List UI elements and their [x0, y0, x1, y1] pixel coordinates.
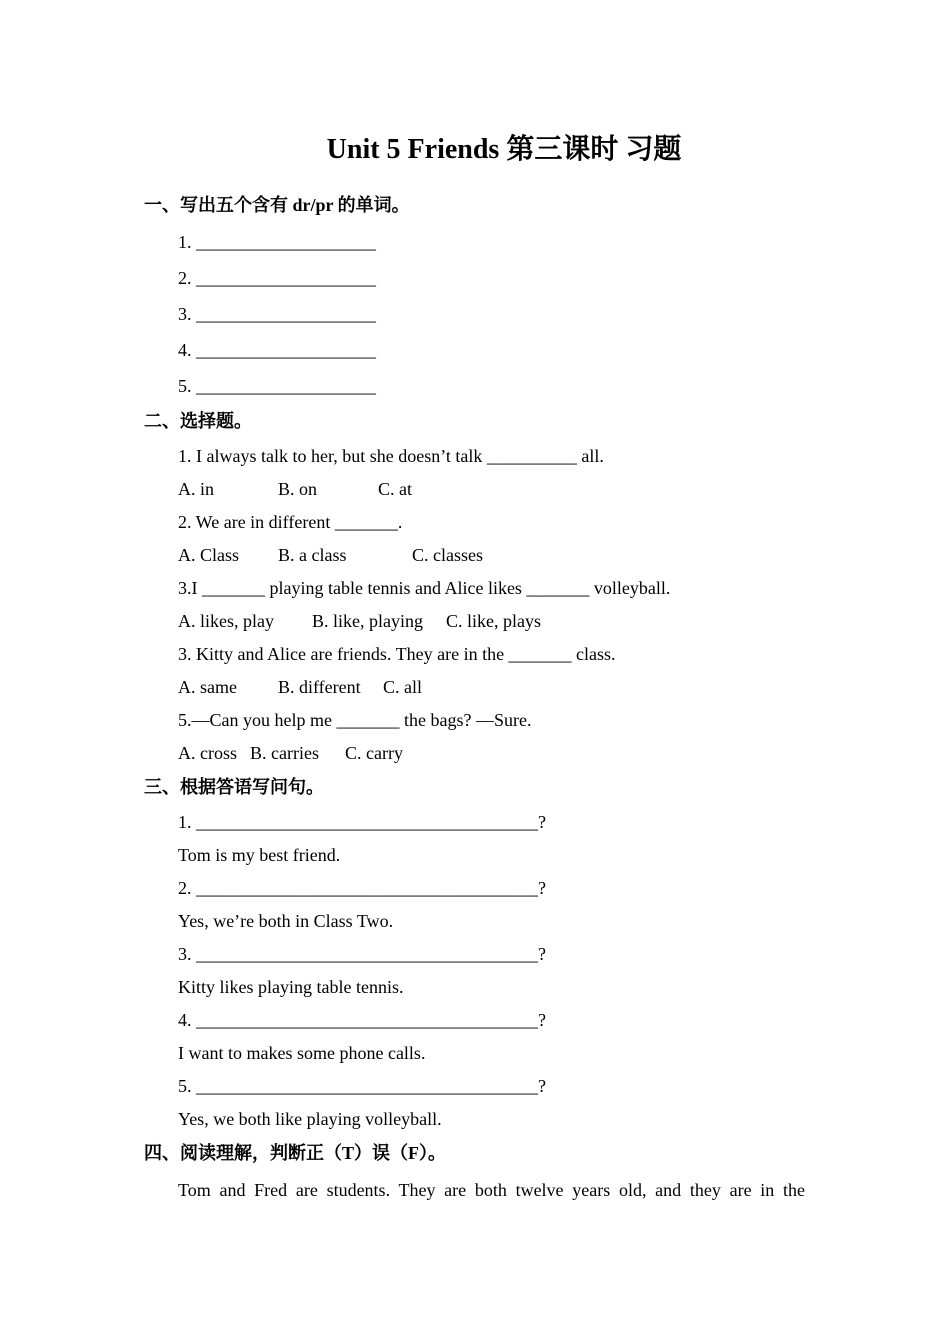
section-3-heading: 三、根据答语写问句。: [144, 777, 324, 797]
section-1-heading: 一、写出五个含有 dr/pr 的单词。: [144, 195, 410, 215]
question-2-options: [178, 543, 483, 567]
option-c: C. classes: [412, 545, 483, 565]
section-3-answer-4: I want to makes some phone calls.: [178, 1043, 426, 1063]
question-4-stem: 3. Kitty and Alice are friends. They are in the _______ class.: [178, 644, 616, 664]
section-1-line-1: 1. ____________________: [178, 232, 376, 252]
option-c: C. at: [378, 479, 412, 499]
section-3-blank-5: 5. ______________________________________?: [178, 1076, 546, 1096]
section-1-line-2: 2. ____________________: [178, 268, 376, 288]
question-2-stem: 2. We are in different _______.: [178, 512, 403, 532]
question-4-options: [178, 675, 422, 699]
option-b: B. like, playing: [312, 611, 423, 631]
section-1-line-5: 5. ____________________: [178, 376, 376, 396]
section-1-line-3: 3. ____________________: [178, 304, 376, 324]
reading-passage: Tom and Fred are students. They are both twelve years old, and they are in the: [178, 1180, 805, 1200]
option-a: A. Class: [178, 545, 240, 565]
section-3-blank-3: 3. ______________________________________?: [178, 944, 546, 964]
option-c: C. like, plays: [446, 611, 541, 631]
section-3-blank-4: 4. ______________________________________?: [178, 1010, 546, 1030]
section-2-heading: 二、选择题。: [144, 411, 252, 431]
section-3-answer-2: Yes, we’re both in Class Two.: [178, 911, 394, 931]
section-3-answer-5: Yes, we both like playing volleyball.: [178, 1109, 442, 1129]
option-a: A. likes, play: [178, 611, 274, 631]
section-3-answer-3: Kitty likes playing table tennis.: [178, 977, 404, 997]
section-1-line-4: 4. ____________________: [178, 340, 376, 360]
option-a: A. same: [178, 677, 237, 697]
option-c: C. all: [383, 677, 422, 697]
option-b: B. different: [278, 677, 361, 697]
question-3-options: [178, 609, 541, 633]
option-c: C. carry: [345, 743, 403, 763]
option-b: B. on: [278, 479, 318, 499]
page-title: Unit 5 Friends 第三课时 习题: [326, 134, 682, 165]
section-3-blank-1: 1. ______________________________________?: [178, 812, 546, 832]
question-5-options: [178, 741, 403, 765]
question-5-stem: 5.—Can you help me _______ the bags? —Sure.: [178, 710, 532, 730]
section-3-answer-1: Tom is my best friend.: [178, 845, 341, 865]
option-b: B. carries: [250, 743, 319, 763]
option-b: B. a class: [278, 545, 347, 565]
option-a: A. in: [178, 479, 214, 499]
question-1-options: [178, 477, 412, 501]
section-3-blank-2: 2. ______________________________________?: [178, 878, 546, 898]
option-a: A. cross: [178, 743, 237, 763]
question-3-stem: 3.I _______ playing table tennis and Alice likes _______ volleyball.: [178, 578, 671, 598]
question-1-stem: 1. I always talk to her, but she doesn’t talk __________ all.: [178, 446, 604, 466]
section-4-heading: 四、阅读理解，判断正（T）误（F）。: [144, 1143, 446, 1163]
